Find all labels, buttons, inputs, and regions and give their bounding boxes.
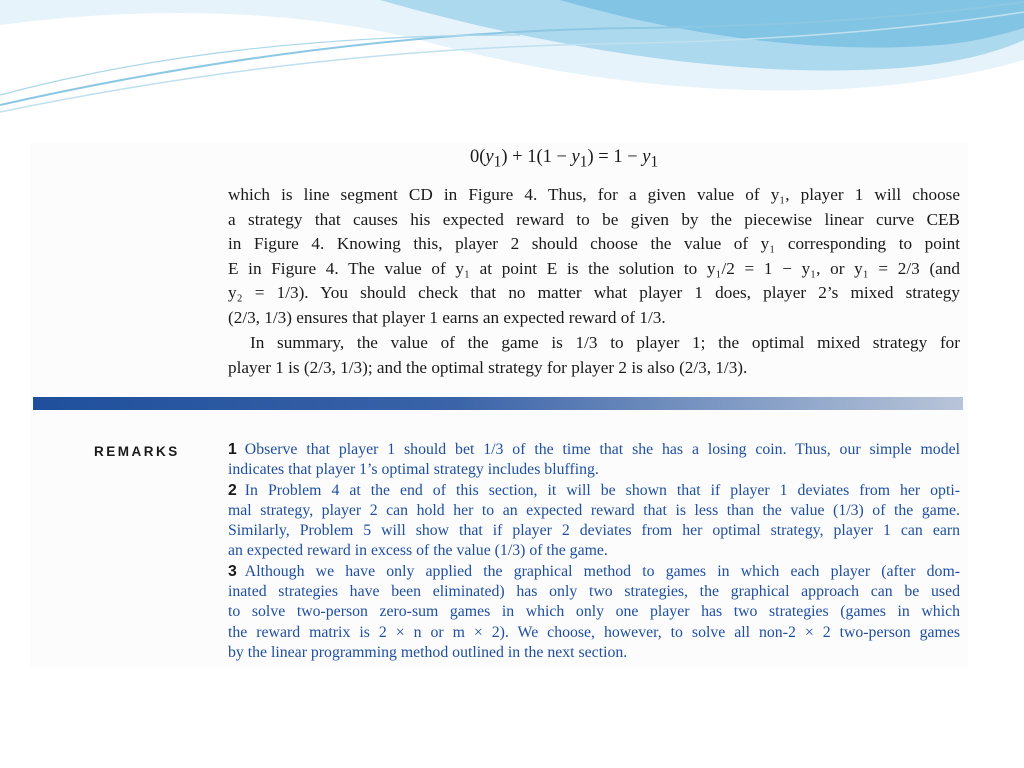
remark-3-line1 [228,562,960,582]
decorative-header-waves [0,0,1024,130]
remark-2-number: 2 [228,481,237,499]
section-divider-bar [33,397,963,410]
paragraph1-line5: y₂ = 1/3). You should check that no matter what player 1 does, player 2’s mixed strategy [228,283,960,303]
remark-3-number: 3 [228,562,237,580]
remarks-list [228,440,960,663]
remark-1-line2: indicates that player 1’s optimal strategy includes bluffing. [228,461,599,479]
paragraph-summary [228,331,960,380]
remark-3-text: Although we have only applied the graphical method to games in which each player (after dom- [244,562,960,580]
remark-1-number: 1 [228,441,237,458]
remark-3-line4: the reward matrix is 2 × n or m × 2). We choose, however, to solve all non-2 × 2 two-person games [228,623,960,641]
remark-2-line3: Similarly, Problem 5 will show that if player 2 deviates from her optimal strategy, player 1 can earn [228,522,960,540]
remark-2-line2: mal strategy, player 2 can hold her to an expected reward that is less than the value (1/3) of the game. [228,501,960,519]
paragraph1-line6: (2/3, 1/3) ensures that player 1 earns an expected reward of 1/3. [228,307,666,327]
remark-3-line3: to solve two-person zero-sum games in which only one player has two strategies (games in which [228,603,960,621]
remark-3-line2: inated strategies have been eliminated) has only two strategies, the graphical approach can be used [228,583,960,601]
paragraph1-line1: which is line segment CD in Figure 4. Thus, for a given value of y₁, player 1 will choose [228,185,960,204]
remark-2-text: In Problem 4 at the end of this section, it will be shown that if player 1 deviates from her opti- [244,481,960,499]
paragraph-solution [228,183,960,331]
paragraph1-line2: a strategy that causes his expected reward to be given by the piecewise linear curve CEB [228,209,960,229]
paragraph1-line4: E in Figure 4. The value of y₁ at point E is the solution to y₁/2 = 1 − y₁, or y₁ = 2/3 (and [228,258,960,278]
display-equation: $0(y_1) + 1(1 - y_1) = 1 - y_1$ [470,147,659,171]
paragraph2-line1: In summary, the value of the game is 1/3 to player 1; the optimal mixed strategy for [250,333,960,352]
textbook-page-excerpt [30,143,968,668]
remarks-heading: REMARKS [94,444,180,459]
remark-2-line4: an expected reward in excess of the value (1/3) of the game. [228,542,608,560]
paragraph1-line3: in Figure 4. Knowing this, player 2 should choose the value of y₁ corresponding to point [228,234,960,254]
remark-3-line5: by the linear programming method outlined in the next section. [228,643,628,661]
paragraph2-line2: player 1 is (2/3, 1/3); and the optimal strategy for player 2 is also (2/3, 1/3). [228,357,748,377]
remark-1-text: Observe that player 1 should bet 1/3 of the time that she has a losing coin. Thus, our simple model [244,441,960,458]
remark-1-line1 [228,440,960,460]
remark-2-line1 [228,481,960,501]
